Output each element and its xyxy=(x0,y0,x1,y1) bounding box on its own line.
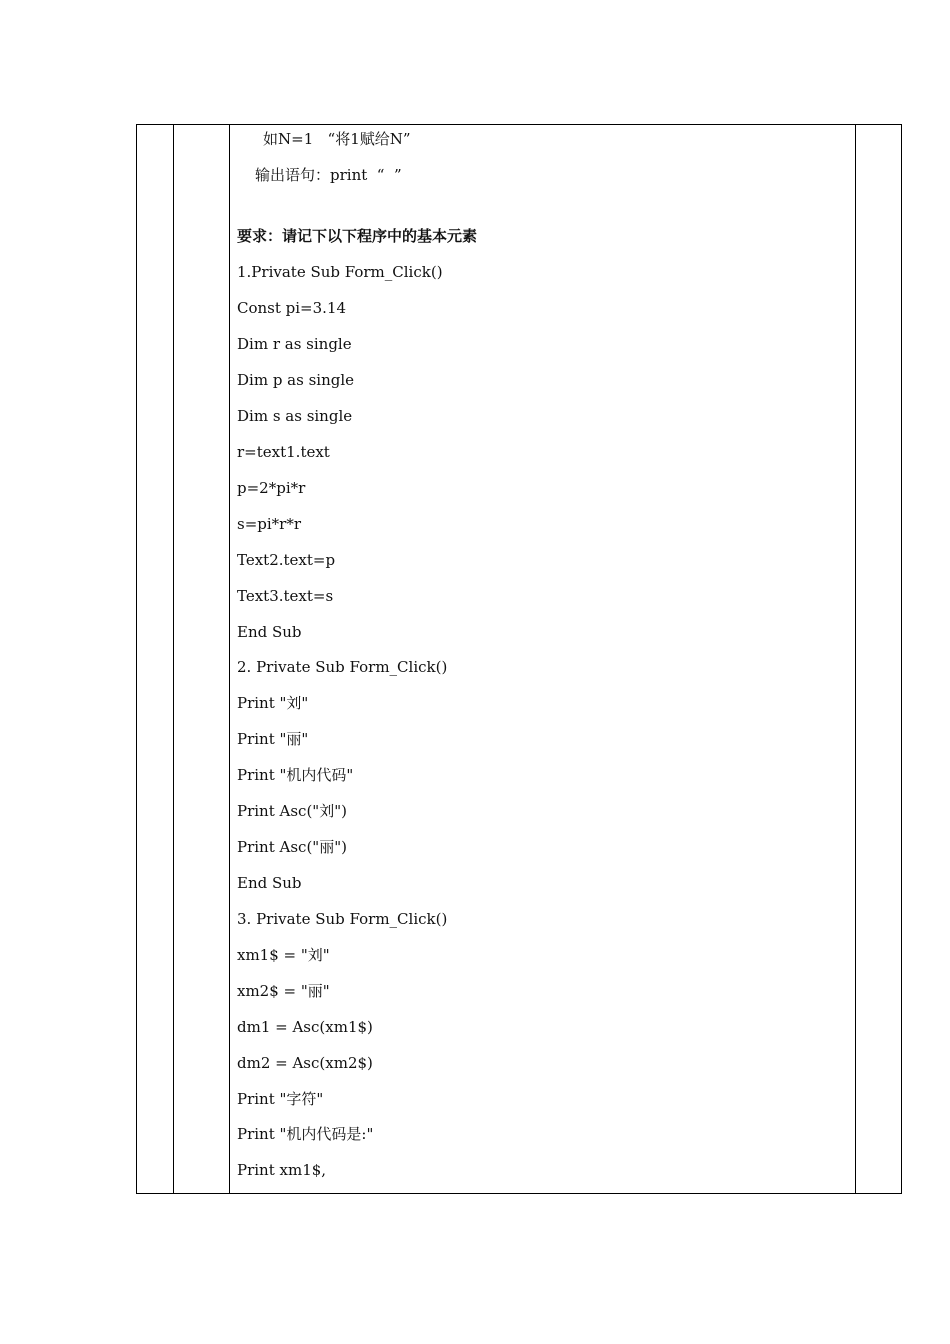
code-line: r=text1.text xyxy=(237,443,330,461)
code-line: 1.Private Sub Form_Click() xyxy=(237,263,443,281)
code-line: xm1$ = "刘" xyxy=(237,946,330,964)
code-line: s=pi*r*r xyxy=(237,515,302,533)
code-line: End Sub xyxy=(237,623,302,641)
code-line: Print "丽" xyxy=(237,730,309,748)
code-line: Dim p as single xyxy=(237,371,355,389)
code-line: Dim s as single xyxy=(237,407,353,425)
code-line: Print Asc("丽") xyxy=(237,838,347,856)
code-line: dm2 = Asc(xm2$) xyxy=(237,1054,373,1072)
code-line: Print "机内代码" xyxy=(237,766,354,784)
code-line: 3. Private Sub Form_Click() xyxy=(237,910,448,928)
code-line: End Sub xyxy=(237,874,302,892)
code-line: dm1 = Asc(xm1$) xyxy=(237,1018,373,1036)
code-line: Print Asc("刘") xyxy=(237,802,347,820)
code-line: p=2*pi*r xyxy=(237,479,306,497)
code-line: Print "刘" xyxy=(237,694,309,712)
code-line: Print "字符" xyxy=(237,1090,324,1108)
code-line: Print xm1$, xyxy=(237,1161,327,1179)
code-line: 2. Private Sub Form_Click() xyxy=(237,658,448,676)
document-table xyxy=(136,124,902,1194)
example-assignment-line: 如N=1 “将1赋给N” xyxy=(263,130,411,148)
requirement-heading: 要求：请记下以下程序中的基本元素 xyxy=(237,227,478,245)
column-divider-1 xyxy=(173,125,174,1193)
column-divider-3 xyxy=(855,125,856,1193)
code-line: Text2.text=p xyxy=(237,551,336,569)
code-line: Const pi=3.14 xyxy=(237,299,347,317)
code-line: xm2$ = "丽" xyxy=(237,982,330,1000)
code-line: Dim r as single xyxy=(237,335,352,353)
code-line: Print "机内代码是:" xyxy=(237,1125,374,1143)
column-divider-2 xyxy=(229,125,230,1193)
output-statement-line: 输出语句：print “ ” xyxy=(255,166,402,184)
code-line: Text3.text=s xyxy=(237,587,334,605)
